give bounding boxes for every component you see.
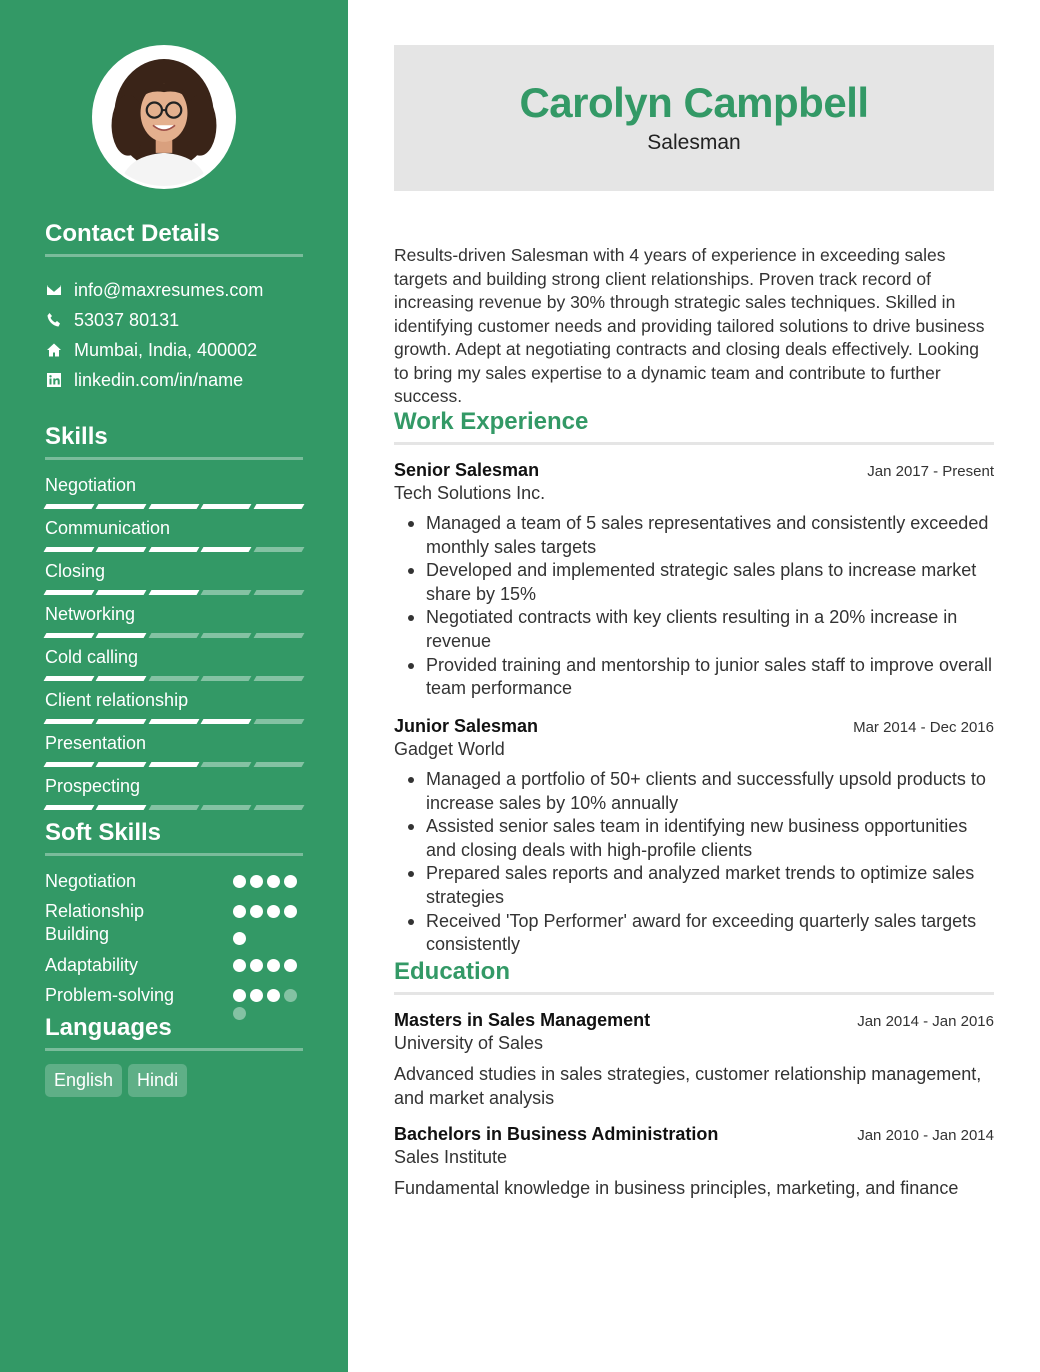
contact-list xyxy=(45,275,303,395)
skill-level-segment xyxy=(96,805,147,810)
skill-item xyxy=(45,732,303,775)
linkedin-icon xyxy=(45,371,63,389)
degree-name: Masters in Sales Management xyxy=(394,1010,651,1030)
company-name: Gadget World xyxy=(394,739,505,759)
work-experience-heading: Work Experience xyxy=(394,408,994,445)
job-title: Junior Salesman xyxy=(394,716,539,736)
skill-item xyxy=(45,517,303,560)
soft-skill-level-dot xyxy=(267,905,280,918)
skill-level-segment xyxy=(96,504,147,509)
skill-level-segment xyxy=(96,762,147,767)
skill-rating-bar xyxy=(45,719,303,724)
home-icon xyxy=(45,341,63,359)
skill-level-segment xyxy=(148,633,199,638)
skill-name: Presentation xyxy=(45,733,147,753)
contact-phone-text: 53037 80131 xyxy=(74,309,180,330)
skill-level-segment xyxy=(253,719,304,724)
soft-skill-level-dot xyxy=(250,875,263,888)
skill-level-segment xyxy=(201,762,252,767)
avatar-illustration xyxy=(95,48,233,186)
education-date: Jan 2014 - Jan 2016 xyxy=(857,1013,994,1030)
language-tag: English xyxy=(45,1064,122,1097)
soft-skill-level-dot xyxy=(250,989,263,1002)
skill-rating-bar xyxy=(45,504,303,509)
soft-skill-level-dot xyxy=(233,875,246,888)
soft-skills-list xyxy=(45,870,303,1014)
languages-heading: Languages xyxy=(45,1014,303,1051)
email-icon xyxy=(45,281,63,299)
soft-skill-level-dot xyxy=(250,905,263,918)
skill-level-segment xyxy=(44,676,95,681)
school-name: Sales Institute xyxy=(394,1147,508,1167)
skills-heading: Skills xyxy=(45,423,303,460)
skill-name: Networking xyxy=(45,604,136,624)
education-entry xyxy=(394,1010,994,1110)
education-heading: Education xyxy=(394,958,994,995)
job-bullet: Developed and implemented strategic sales plans to increase market share by 15% xyxy=(406,559,994,606)
contact-address-text: Mumbai, India, 400002 xyxy=(74,339,258,360)
skill-level-segment xyxy=(253,805,304,810)
skill-level-segment xyxy=(44,719,95,724)
skill-rating-bar xyxy=(45,633,303,638)
skill-item xyxy=(45,689,303,732)
contact-email-text: info@maxresumes.com xyxy=(74,279,264,300)
soft-skill-rating xyxy=(233,900,303,954)
skill-level-segment xyxy=(148,762,199,767)
job-date: Mar 2014 - Dec 2016 xyxy=(853,719,994,736)
skill-item xyxy=(45,474,303,517)
job-bullets xyxy=(394,512,994,701)
candidate-title: Salesman xyxy=(647,131,741,154)
skill-level-segment xyxy=(253,633,304,638)
skill-level-segment xyxy=(201,719,252,724)
skill-name: Communication xyxy=(45,518,171,538)
soft-skill-rating xyxy=(233,954,303,984)
contact-heading: Contact Details xyxy=(45,220,303,257)
soft-skill-item xyxy=(45,870,303,900)
profile-photo xyxy=(92,45,236,189)
soft-skill-level-dot xyxy=(233,905,246,918)
sidebar xyxy=(0,0,348,1372)
skill-level-segment xyxy=(253,547,304,552)
skill-level-segment xyxy=(44,805,95,810)
soft-skill-level-dot xyxy=(284,959,297,972)
soft-skill-rating xyxy=(233,870,303,900)
skill-rating-bar xyxy=(45,547,303,552)
job-entry xyxy=(394,716,994,957)
skill-item xyxy=(45,775,303,818)
company-name: Tech Solutions Inc. xyxy=(394,483,546,503)
language-tag: Hindi xyxy=(128,1064,187,1097)
skill-level-segment xyxy=(44,504,95,509)
job-entry xyxy=(394,460,994,701)
phone-icon xyxy=(45,311,63,329)
skill-level-segment xyxy=(44,590,95,595)
job-bullet: Managed a portfolio of 50+ clients and successfully upsold products to increase sales by 10% annually xyxy=(406,768,994,815)
soft-skills-heading: Soft Skills xyxy=(45,819,303,856)
skill-rating-bar xyxy=(45,590,303,595)
soft-skill-name: Adaptability xyxy=(45,955,139,975)
skill-level-segment xyxy=(44,633,95,638)
education-entry xyxy=(394,1124,994,1200)
soft-skill-level-dot xyxy=(284,875,297,888)
contact-phone[interactable] xyxy=(45,305,303,335)
skill-rating-bar xyxy=(45,805,303,810)
skill-level-segment xyxy=(148,676,199,681)
skill-item xyxy=(45,603,303,646)
contact-linkedin[interactable] xyxy=(45,365,303,395)
skill-item xyxy=(45,646,303,689)
resume-header xyxy=(394,45,994,191)
contact-linkedin-text: linkedin.com/in/name xyxy=(74,369,244,390)
soft-skill-level-dot xyxy=(284,989,297,1002)
soft-skill-item xyxy=(45,984,303,1014)
skill-level-segment xyxy=(201,676,252,681)
skill-level-segment xyxy=(96,719,147,724)
soft-skill-level-dot xyxy=(233,932,246,945)
skill-level-segment xyxy=(96,676,147,681)
contact-address xyxy=(45,335,303,365)
skill-level-segment xyxy=(201,504,252,509)
skill-level-segment xyxy=(148,547,199,552)
soft-skill-level-dot xyxy=(267,875,280,888)
skill-name: Prospecting xyxy=(45,776,141,796)
skill-level-segment xyxy=(148,805,199,810)
degree-name: Bachelors in Business Administration xyxy=(394,1124,719,1144)
soft-skill-name: Negotiation xyxy=(45,871,137,891)
skill-level-segment xyxy=(253,762,304,767)
education-description: Fundamental knowledge in business principles, marketing, and finance xyxy=(394,1178,959,1198)
skill-level-segment xyxy=(96,547,147,552)
soft-skill-rating xyxy=(233,984,303,1014)
school-name: University of Sales xyxy=(394,1033,544,1053)
profile-summary: Results-driven Salesman with 4 years of experience in exceeding sales targets and building strong client relationships. Proven track record of increasing revenue by 30% through strategic sales techniques. Skilled in identifying customer needs and providing tailored solutions to drive business growth. Adept at negotiating contracts and closing deals effectively. Looking to bring my sales expertise to a dynamic team and contribute to further success. xyxy=(394,245,985,406)
job-bullet: Managed a team of 5 sales representatives and consistently exceeded monthly sales targets xyxy=(406,512,994,559)
education-description: Advanced studies in sales strategies, customer relationship management, and market analysis xyxy=(394,1064,982,1108)
skills-list xyxy=(45,474,303,818)
skill-level-segment xyxy=(96,633,147,638)
soft-skill-level-dot xyxy=(284,905,297,918)
skill-level-segment xyxy=(201,633,252,638)
skill-item xyxy=(45,560,303,603)
skill-name: Client relationship xyxy=(45,690,189,710)
job-bullet: Assisted senior sales team in identifying new business opportunities and closing deals with high-profile clients xyxy=(406,815,994,862)
job-bullet: Received 'Top Performer' award for exceeding quarterly sales targets consistently xyxy=(406,910,994,957)
skill-level-segment xyxy=(148,590,199,595)
job-bullet: Prepared sales reports and analyzed market trends to optimize sales strategies xyxy=(406,862,994,909)
soft-skill-name: Problem-solving xyxy=(45,985,175,1005)
skill-level-segment xyxy=(201,547,252,552)
job-bullets xyxy=(394,768,994,957)
job-date: Jan 2017 - Present xyxy=(867,463,994,480)
skill-level-segment xyxy=(96,590,147,595)
skill-level-segment xyxy=(253,676,304,681)
soft-skill-level-dot xyxy=(233,959,246,972)
skill-rating-bar xyxy=(45,676,303,681)
soft-skill-level-dot xyxy=(233,989,246,1002)
skill-level-segment xyxy=(44,762,95,767)
languages-list xyxy=(45,1064,187,1097)
skill-level-segment xyxy=(148,504,199,509)
soft-skill-level-dot xyxy=(250,959,263,972)
job-bullet: Provided training and mentorship to junior sales staff to improve overall team performance xyxy=(406,654,994,701)
contact-email[interactable] xyxy=(45,275,303,305)
education-date: Jan 2010 - Jan 2014 xyxy=(857,1127,994,1144)
job-title: Senior Salesman xyxy=(394,460,540,480)
job-bullet: Negotiated contracts with key clients resulting in a 20% increase in revenue xyxy=(406,606,994,653)
skill-level-segment xyxy=(44,547,95,552)
soft-skill-level-dot xyxy=(267,959,280,972)
soft-skill-item xyxy=(45,954,303,984)
soft-skill-level-dot xyxy=(267,989,280,1002)
skill-name: Negotiation xyxy=(45,475,137,495)
soft-skill-name: Relationship Building xyxy=(45,901,145,944)
candidate-name: Carolyn Campbell xyxy=(519,79,869,126)
skill-level-segment xyxy=(253,504,304,509)
soft-skill-item xyxy=(45,900,303,954)
skill-level-segment xyxy=(148,719,199,724)
skill-level-segment xyxy=(201,805,252,810)
skill-rating-bar xyxy=(45,762,303,767)
skill-level-segment xyxy=(253,590,304,595)
skill-name: Cold calling xyxy=(45,647,139,667)
skill-name: Closing xyxy=(45,561,106,581)
skill-level-segment xyxy=(201,590,252,595)
